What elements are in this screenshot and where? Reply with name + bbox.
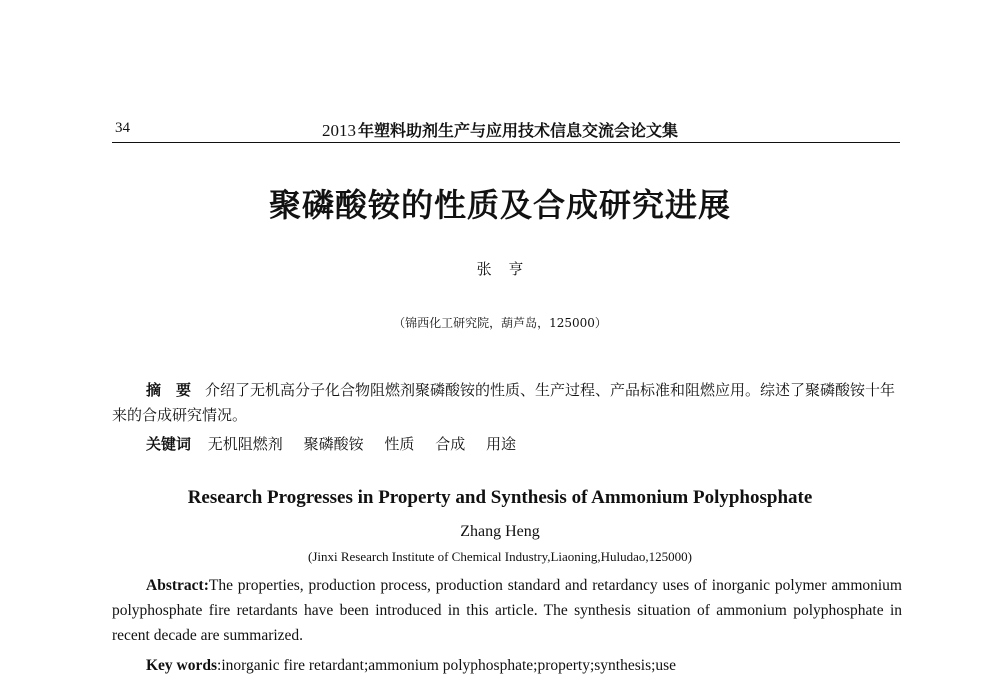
keyword: 合成 [435, 435, 466, 453]
keyword: 用途 [485, 435, 516, 453]
chinese-abstract-label: 摘 要 [146, 381, 192, 399]
keyword: 无机阻燃剂 [207, 435, 283, 453]
english-keywords [146, 653, 906, 678]
header-rule [112, 142, 900, 143]
chinese-keywords-label: 关键词 [146, 435, 192, 453]
chinese-abstract [112, 378, 902, 428]
chinese-keywords [146, 432, 906, 457]
english-title: Research Progresses in Property and Synthesis of Ammonium Polyphosphate [187, 487, 813, 508]
chinese-affiliation: （锦西化工研究院，葫芦岛，125000） [393, 316, 607, 330]
english-keywords-colon: : [217, 657, 222, 674]
chinese-author: 张 亨 [476, 260, 524, 278]
header-conference-title: 年塑料助剂生产与应用技术信息交流会论文集 [357, 121, 678, 140]
english-author: Zhang Heng [460, 523, 540, 540]
running-header [0, 118, 1000, 141]
keyword: 性质 [384, 435, 415, 453]
chinese-title: 聚磷酸铵的性质及合成研究进展 [268, 186, 731, 224]
english-abstract-text: The properties, production process, production standard and retardancy uses of inorganic polymer ammonium polyphosphate fire retardants have been introduced in this article. The synthesis situation of ammonium polyphosphate in recent decade are summarized. [112, 577, 902, 644]
chinese-abstract-text: 介绍了无机高分子化合物阻燃剂聚磷酸铵的性质、生产过程、产品标准和阻燃应用。综述了聚磷酸铵十年来的合成研究情况。 [112, 381, 896, 424]
english-affiliation: (Jinxi Research Institute of Chemical Industry,Liaoning,Huludao,125000) [307, 549, 693, 564]
page-number: 34 [115, 120, 130, 136]
keyword: 聚磷酸铵 [303, 435, 364, 453]
english-keywords-text: inorganic fire retardant;ammonium polyphosphate;property;synthesis;use [221, 657, 677, 674]
header-year: 2013 [321, 121, 356, 140]
english-abstract-label: Abstract [146, 577, 204, 594]
english-abstract-colon: : [203, 577, 209, 594]
english-abstract [112, 573, 902, 648]
english-keywords-label: Key words [146, 657, 218, 674]
